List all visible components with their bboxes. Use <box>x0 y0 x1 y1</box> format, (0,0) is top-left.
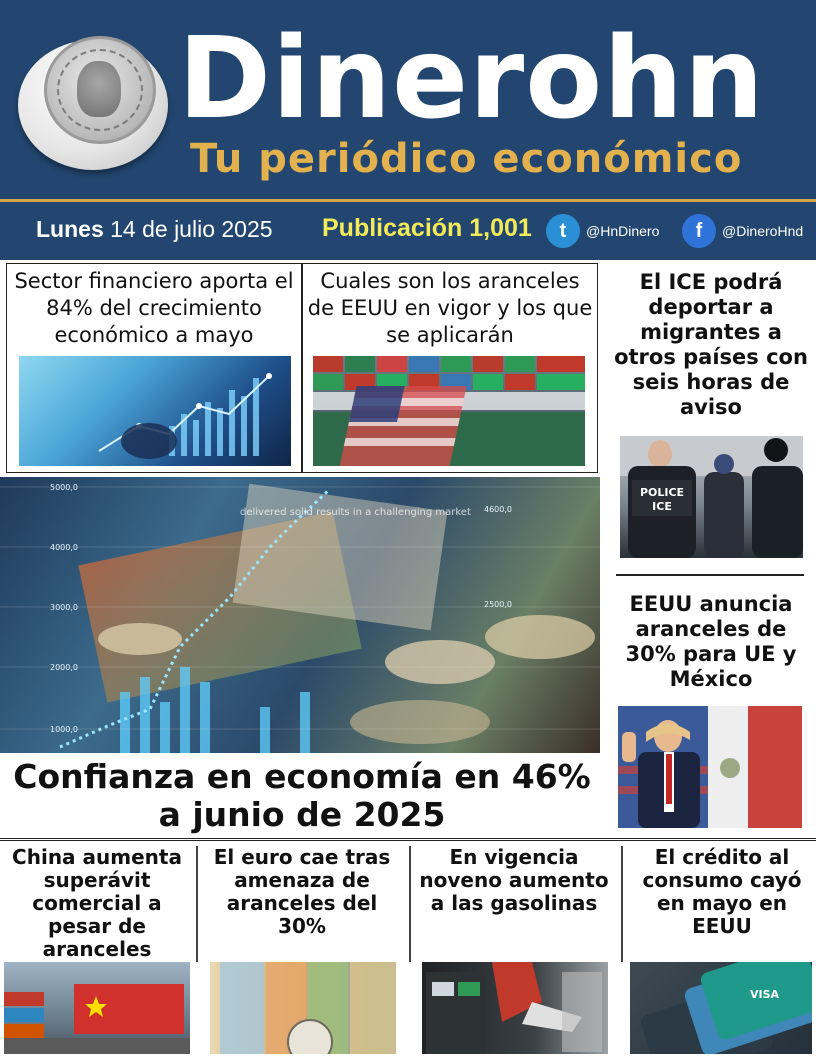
euro-bills-image[interactable] <box>210 962 396 1054</box>
hero-image-caption: delivered solid results in a challenging market <box>240 507 471 518</box>
ice-vest-text-2: ICE <box>652 500 672 513</box>
trump-flags-image[interactable] <box>618 706 802 828</box>
story-title[interactable]: El crédito al consumo cayó en mayo en EEUU <box>642 845 802 938</box>
right-column-divider <box>616 574 804 576</box>
twitter-handle[interactable]: @HnDinero <box>586 223 660 239</box>
twitter-link[interactable] <box>546 214 659 248</box>
facebook-handle[interactable]: @DineroHnd <box>722 223 804 239</box>
story-china-surplus[interactable] <box>4 842 190 1056</box>
masthead <box>0 0 816 260</box>
containers-flag-image[interactable] <box>313 356 585 466</box>
coin-logo <box>18 22 168 177</box>
facebook-link[interactable] <box>682 214 803 248</box>
hero-image[interactable] <box>0 477 600 753</box>
story-ice-deportation-title[interactable]: El ICE podrá deportar a migrantes a otros países con seis horas de aviso <box>614 270 808 419</box>
hero-axis-label: 5000,0 <box>50 483 78 492</box>
column-divider <box>196 846 198 962</box>
finance-chart-image[interactable] <box>19 356 291 466</box>
tagline: Tu periódico económico <box>190 136 743 182</box>
story-us-tariffs[interactable] <box>302 263 598 473</box>
info-bar <box>0 202 816 260</box>
story-title[interactable]: China aumenta superávit comercial a pesar de aranceles <box>12 845 182 961</box>
ice-agents-image[interactable] <box>620 436 803 558</box>
brand-name[interactable]: Dinerohn <box>178 14 765 144</box>
china-containers-graphic <box>4 962 190 1054</box>
story-eu-mexico-tariffs-title[interactable]: EEUU anuncia aranceles de 30% para UE y México <box>625 592 797 691</box>
credit-cards-graphic <box>630 962 812 1054</box>
gas-pump-image[interactable] <box>422 962 608 1054</box>
credit-cards-image[interactable] <box>630 962 812 1054</box>
date-day: Lunes <box>36 216 104 242</box>
containers-graphic <box>313 356 585 466</box>
twitter-icon[interactable]: t <box>546 214 580 248</box>
facebook-icon[interactable]: f <box>682 214 716 248</box>
hero-headline[interactable]: Confianza en economía en 46% a junio de 2025 <box>13 757 591 834</box>
story-gasoline-increase[interactable] <box>416 842 612 1056</box>
hero-right-label: 4600,0 <box>484 505 512 514</box>
coin-icon <box>44 36 156 144</box>
publication-number: Publicación 1,001 <box>322 214 532 242</box>
ice-vest-text: POLICE <box>639 486 685 499</box>
story-consumer-credit[interactable] <box>628 842 816 1056</box>
story-title[interactable]: Sector financiero aporta el 84% del crecimiento económico a mayo <box>14 269 294 347</box>
date-rest: 14 de julio 2025 <box>103 216 273 242</box>
section-divider <box>0 838 816 841</box>
lempira-portrait <box>77 61 121 117</box>
column-divider <box>409 846 411 962</box>
story-euro-falls[interactable] <box>204 842 400 1056</box>
trump-flags-graphic <box>618 706 802 828</box>
hero-axis-label: 2000,0 <box>50 663 78 672</box>
ice-agents-graphic <box>620 436 803 558</box>
gas-pump-graphic <box>422 962 608 1054</box>
hero-axis-label: 3000,0 <box>50 603 78 612</box>
hero-graphic <box>0 477 600 753</box>
finance-graphic <box>19 356 291 466</box>
china-containers-image[interactable] <box>4 962 190 1054</box>
issue-date <box>36 216 273 246</box>
hero-axis-label: 4000,0 <box>50 543 78 552</box>
column-divider <box>621 846 623 962</box>
story-title[interactable]: El euro cae tras amenaza de aranceles del 30% <box>213 845 391 938</box>
hero-right-label: 2500,0 <box>484 600 512 609</box>
visa-text: VISA <box>750 988 780 1001</box>
hero-axis-label: 1000,0 <box>50 725 78 734</box>
euro-bills-graphic <box>210 962 396 1054</box>
story-financial-sector[interactable] <box>6 263 302 473</box>
story-title[interactable]: En vigencia noveno aumento a las gasolinas <box>419 845 609 915</box>
story-title[interactable]: Cuales son los aranceles de EEUU en vigor y los que se aplicarán <box>307 269 593 347</box>
